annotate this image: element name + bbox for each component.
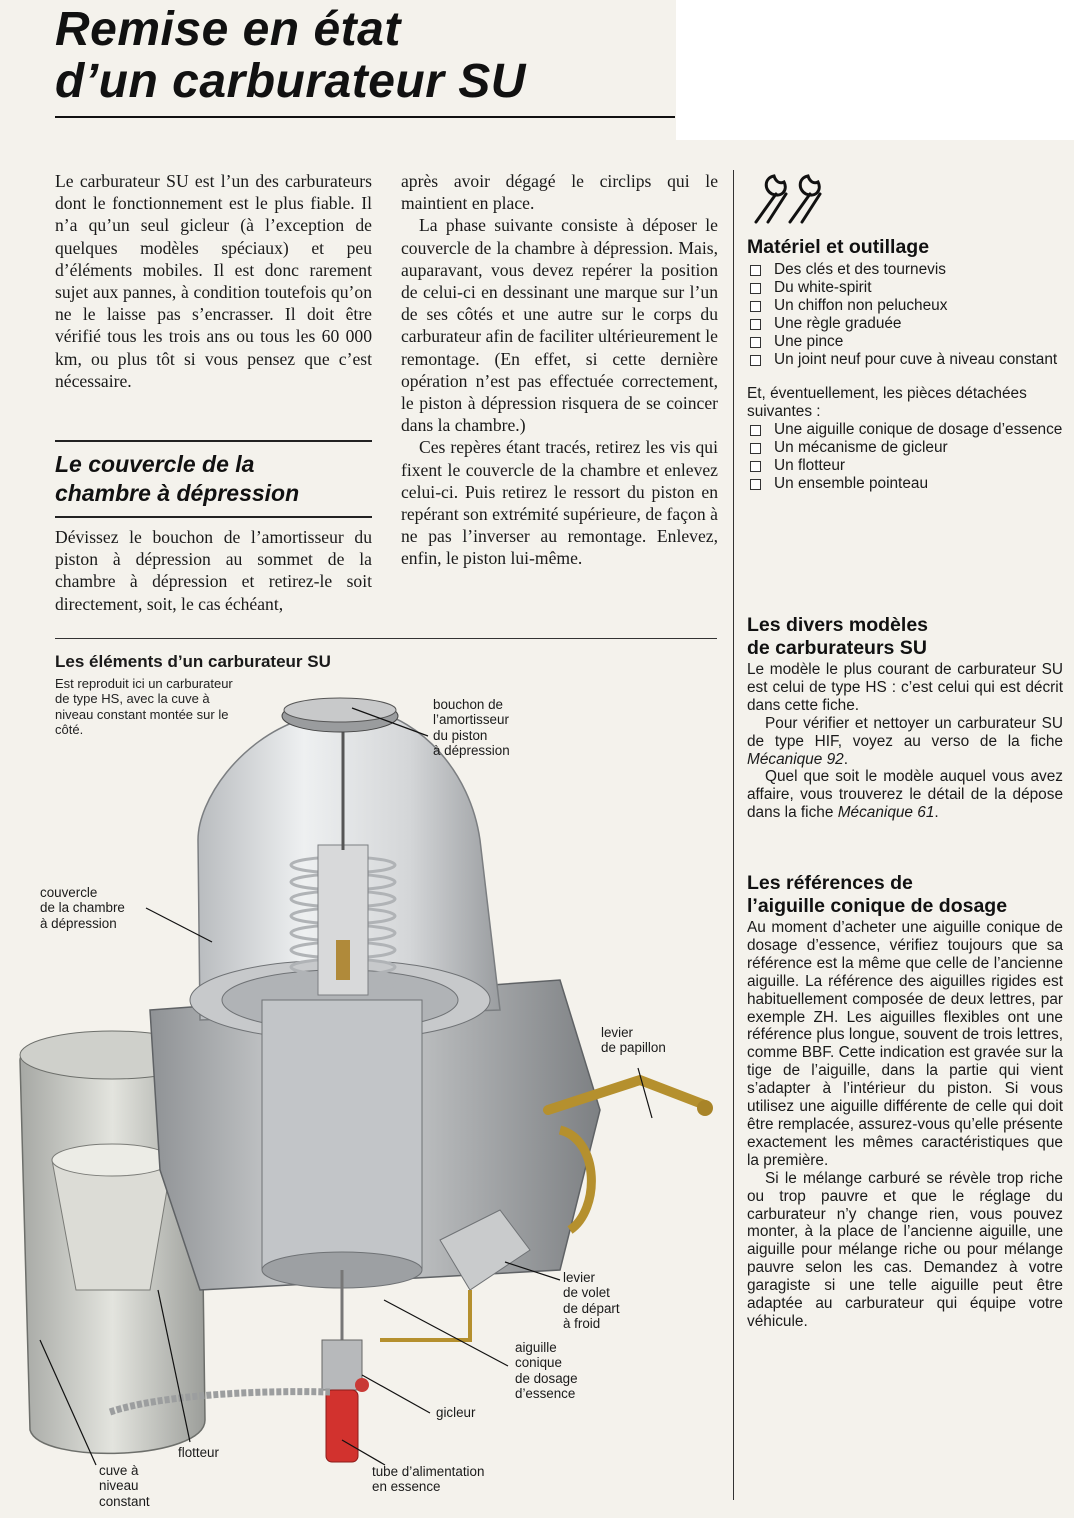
section-rule-top — [55, 440, 372, 442]
list-item: Du white-spirit — [747, 279, 1063, 297]
label-flotteur: flotteur — [178, 1445, 219, 1460]
checkbox-icon — [750, 301, 761, 312]
modeles-section — [747, 614, 1063, 822]
optional-intro: Et, éventuellement, les pièces détachées suivantes : — [747, 385, 1027, 421]
label-tube: tube d’alimentation en essence — [372, 1464, 485, 1495]
title-underline — [55, 116, 675, 118]
label-levier-papillon: levier de papillon — [601, 1025, 666, 1056]
checkbox-icon — [750, 265, 761, 276]
references-body: Au moment d’acheter une aiguille conique de dosage d’essence, vérifiez toujours que sa référence est la même que celle de l’ancienne aiguille. La référence des aiguilles rigides est habituellement composée de deux lettres, par exemple ZH. Les aiguilles flexibles ont une référence plus longue, souvent de trois lettres, comme BBF. Cette indication est gravée sur la tige de l’aiguille, dans la partie qui vient s’adapter à l’intérieur du piston. Si vous utilisez une aiguille différente de celle qui doit être remplacée, assurez-vous qu’elle présente exactement les mêmes caractéristiques que la première. Si le mélange carburé se révèle trop riche ou trop pauvre et que le réglage du carburateur n’y change rien, vous pouvez monter, à la place de l’ancienne aiguille, une aiguille pour mélange riche ou pour mélange pauvre selon les cas. Demandez à votre garagiste si une telle aiguille peut être adaptée au carburateur qui équipe votre véhicule. — [747, 919, 1063, 1330]
carburetor-illustration — [0, 650, 740, 1518]
materiel-list — [747, 261, 1063, 368]
intro-column-1: Le carburateur SU est l’un des carburateurs dont le fonctionnement est le plus fiable. Il n’a qu’un seul gicleur (à l’exception de quelques modèles spéciaux) et peu d’éléments mobiles. Il est donc rarement sujet aux pannes, à condition toutefois qu’on ne le laisse pas s’encrasser. Il doit être vérifié tous les trois ans ou tous les 60 000 km, ou plus tôt si vous pensez que c’est nécessaire. — [55, 171, 372, 391]
label-aiguille: aiguille conique de dosage d’essence — [515, 1340, 578, 1402]
list-item: Un mécanisme de gicleur — [747, 439, 1063, 457]
modeles-heading: Les divers modèles de carburateurs SU — [747, 614, 929, 659]
section-body-column-1: Dévissez le bouchon de l’amortisseur du piston à dépression au sommet de la chambre à dépression et retirez-le soit directement, soit, le cas échéant, — [55, 527, 372, 614]
list-item: Une règle graduée — [747, 315, 1063, 333]
list-item: Une pince — [747, 333, 1063, 351]
checkbox-icon — [750, 319, 761, 330]
list-item: Un ensemble pointeau — [747, 475, 1063, 493]
references-section — [747, 872, 1063, 1331]
label-gicleur: gicleur — [436, 1405, 476, 1420]
list-item: Un joint neuf pour cuve à niveau constant — [747, 351, 1063, 369]
checkbox-icon — [750, 443, 761, 454]
figure-caption: Est reproduit ici un carburateur de type HS, avec la cuve à niveau constant montée sur le côté. — [55, 676, 233, 738]
materiel-heading: Matériel et outillage — [747, 236, 930, 258]
checkbox-icon — [750, 461, 761, 472]
modeles-body: Le modèle le plus courant de carburateur SU est celui de type HS : c’est celui qui est décrit dans cette fiche. Pour vérifier et nettoyer un carburateur SU de type HIF, voyez au verso de la fiche Mécanique 92. Quel que soit le modèle auquel vous avez affaire, vous trouverez le détail de la dépose dans la fiche Mécanique 61. — [747, 661, 1063, 822]
page-title: Remise en état d’un carburateur SU — [55, 3, 526, 108]
list-item: Des clés et des tournevis — [747, 261, 1063, 279]
checkbox-icon — [750, 355, 761, 366]
section-heading-couvercle: Le couvercle de la chambre à dépression — [55, 451, 300, 506]
wrench-icon — [750, 172, 834, 226]
label-levier-volet: levier de volet de départ à froid — [563, 1270, 620, 1332]
section-rule-bottom — [55, 516, 372, 518]
list-item: Une aiguille conique de dosage d’essence — [747, 421, 1063, 439]
figure-title: Les éléments d’un carburateur SU — [55, 652, 331, 671]
figure-top-rule — [55, 638, 717, 639]
checkbox-icon — [750, 425, 761, 436]
label-couvercle: couvercle de la chambre à dépression — [40, 885, 125, 931]
intro-column-2: après avoir dégagé le circlips qui le maintient en place. La phase suivante consiste à déposer le couvercle de la chambre à dépression. Mais, auparavant, vous devez repérer la position de celui-ci en dessinant une marque sur l’un de ses côtés et une autre sur le corps du carburateur afin de faciliter ultérieurement le remontage. (En effet, si cette dernière opération n’est pas effectuée correctement, le piston à dépression risquera de se coincer dans la chambre.) Ces repères étant tracés, retirez les vis qui fixent le couvercle de la chambre et enlevez celui-ci. Puis retirez le ressort du piston en repérant son extrémité supérieure, de façon à ne pas l’inverser au remontage. Enlevez, enfin, le piston lui-même. — [401, 171, 718, 569]
list-item: Un flotteur — [747, 457, 1063, 475]
checkbox-icon — [750, 479, 761, 490]
optional-list — [747, 421, 1063, 493]
checkbox-icon — [750, 337, 761, 348]
top-right-blank-panel — [676, 0, 1074, 140]
list-item: Un chiffon non pelucheux — [747, 297, 1063, 315]
references-heading: Les références de l’aiguille conique de dosage — [747, 872, 1008, 917]
checkbox-icon — [750, 283, 761, 294]
label-bouchon: bouchon de l’amortisseur du piston à dépression — [433, 697, 510, 759]
label-cuve: cuve à niveau constant — [99, 1463, 150, 1509]
materiel-section — [747, 236, 1063, 493]
